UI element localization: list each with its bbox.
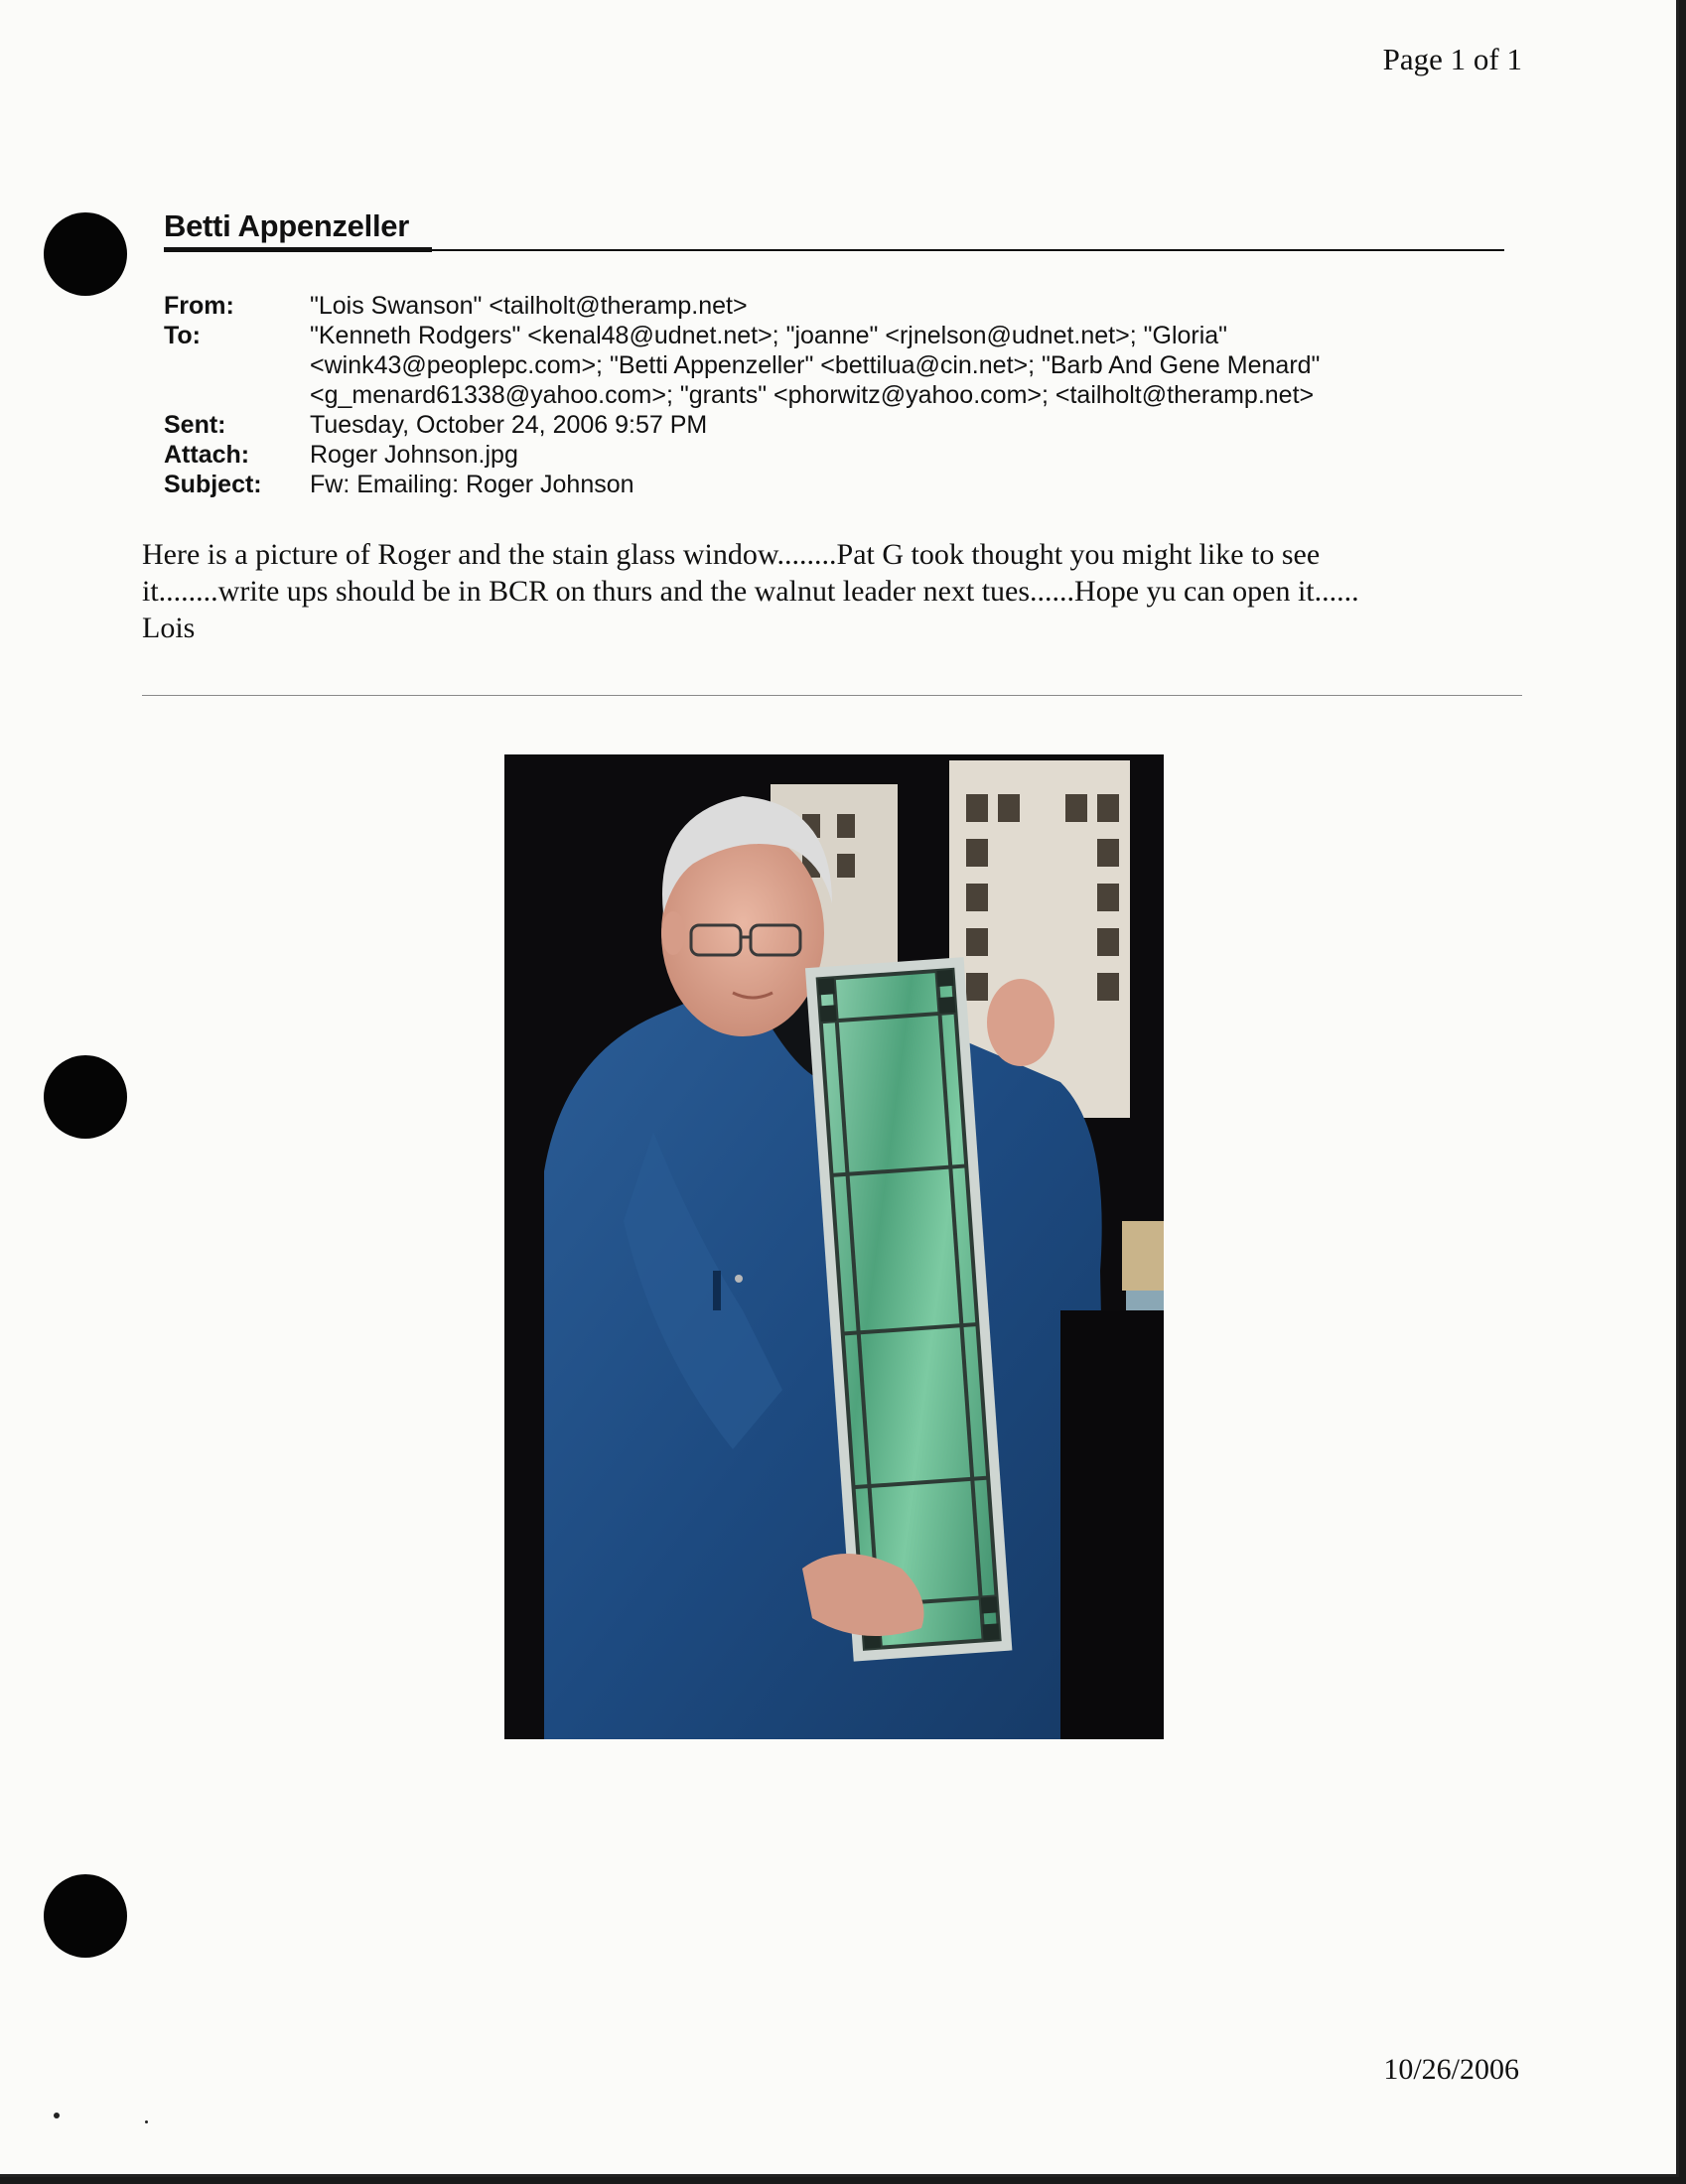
body-line: it........write ups should be in BCR on thurs and the walnut leader next tues......Hope yu can open it......	[142, 575, 1359, 608]
binder-hole-top	[44, 212, 127, 296]
scan-speck	[54, 2113, 60, 2118]
to-line: "Kenneth Rodgers" <kenal48@udnet.net>; "joanne" <rjnelson@udnet.net>; "Gloria"	[310, 322, 1228, 349]
from-label: From:	[164, 292, 234, 320]
sent-value: Tuesday, October 24, 2006 9:57 PM	[310, 411, 708, 439]
body-divider	[142, 695, 1522, 696]
to-line: <g_menard61338@yahoo.com>; "grants" <phorwitz@yahoo.com>; <tailholt@theramp.net>	[310, 381, 1315, 409]
to-line: <wink43@peoplepc.com>; "Betti Appenzeller" <bettilua@cin.net>; "Barb And Gene Menard"	[310, 351, 1321, 379]
to-value	[310, 321, 1514, 410]
sent-row	[164, 410, 1514, 440]
from-row	[164, 291, 1514, 321]
subject-value: Fw: Emailing: Roger Johnson	[310, 471, 634, 498]
print-date: 10/26/2006	[1383, 2053, 1519, 2086]
header-rule	[164, 249, 1504, 251]
attach-label: Attach:	[164, 441, 250, 469]
scan-speck	[145, 2120, 148, 2123]
subject-label: Subject:	[164, 471, 262, 498]
mailbox-owner-name: Betti Appenzeller	[164, 208, 409, 243]
attachment-name: Roger Johnson.jpg	[310, 441, 518, 469]
attach-row	[164, 440, 1514, 470]
sent-label: Sent:	[164, 411, 226, 439]
from-value: "Lois Swanson" <tailholt@theramp.net>	[310, 292, 748, 320]
subject-row	[164, 470, 1514, 499]
to-row	[164, 321, 1514, 410]
body-line: Lois	[142, 612, 196, 644]
page-number: Page 1 of 1	[1382, 42, 1522, 76]
to-label: To:	[164, 322, 202, 349]
binder-hole-bottom	[44, 1874, 127, 1958]
body-line: Here is a picture of Roger and the stain glass window........Pat G took thought you might like to see	[142, 538, 1321, 571]
email-body	[142, 536, 1532, 646]
email-header-block	[164, 291, 1514, 499]
attached-photo	[504, 754, 1164, 1739]
binder-hole-middle	[44, 1055, 127, 1139]
